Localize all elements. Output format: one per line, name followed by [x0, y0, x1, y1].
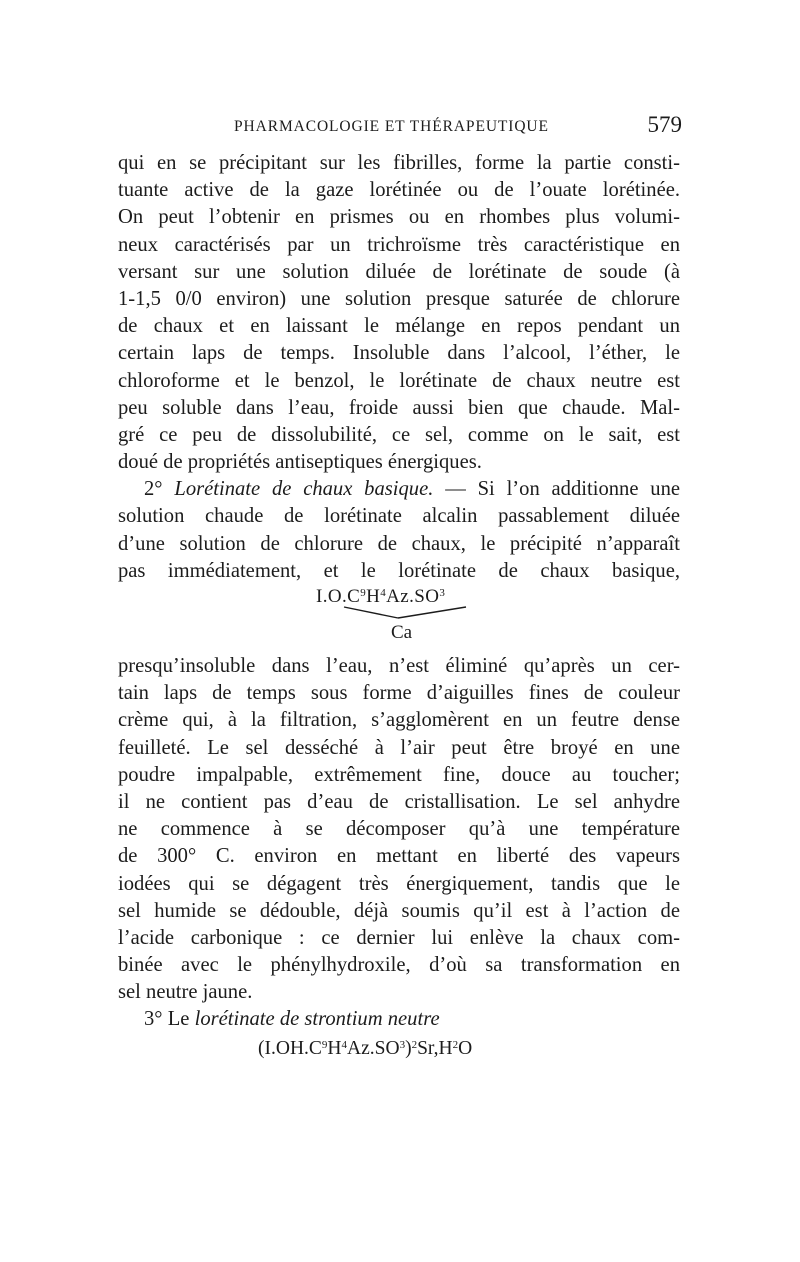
formula-text: Az.SO — [347, 1037, 400, 1059]
text-line: binée avec le phénylhydroxile, d’où sa transformation en — [118, 954, 680, 977]
formula-bond-lines — [342, 606, 472, 620]
formula-superscript: 3 — [399, 1038, 406, 1051]
formula-superscript: 9 — [321, 1038, 328, 1051]
text-line: peu soluble dans l’eau, froide aussi bien que chaude. Mal- — [118, 396, 680, 419]
section-2 — [118, 476, 680, 585]
text-line: chloroforme et le benzol, le lorétinate de chaux neutre est — [118, 369, 680, 392]
text-line: il ne contient pas d’eau de cristallisation. Le sel anhydre — [118, 790, 680, 813]
text-line: certain laps de temps. Insoluble dans l’alcool, l’éther, le — [118, 342, 680, 365]
section-2-first-line-rest: — Si l’on additionne une — [445, 478, 680, 501]
formula-superscript: 9 — [360, 587, 367, 599]
chemical-formula-basic-calcium — [118, 585, 680, 653]
text-line: ne commence à se décomposer qu’à une température — [118, 818, 680, 841]
text-line: gré ce peu de dissolubilité, ce sel, comme on le sait, est — [118, 423, 680, 446]
formula-text: ) — [405, 1037, 412, 1059]
text-line: tuante active de la gaze lorétinée ou de l’ouate lorétinée. — [118, 179, 680, 202]
page-header — [118, 112, 688, 146]
formula-calcium: Ca — [391, 622, 413, 643]
text-line: de chaux et en laissant le mélange en repos pendant un — [118, 315, 680, 338]
text-line: iodées qui se dégagent très énergiquement, tandis que le — [118, 872, 680, 895]
text-line: d’une solution de chlorure de chaux, le précipité n’apparaît — [118, 532, 680, 555]
formula-text: H — [327, 1037, 342, 1059]
text-line: qui en se précipitant sur les fibrilles, forme la partie consti- — [118, 152, 680, 174]
formula-text: Az.SO — [386, 586, 440, 607]
section-3-le: Le — [167, 1008, 190, 1031]
formula-superscript: 4 — [341, 1038, 348, 1051]
paragraph-1 — [118, 150, 680, 476]
text-line: 1-1,5 0/0 environ) une solution presque saturée de chlorure — [118, 287, 680, 310]
text-line: sel neutre jaune. — [118, 981, 253, 1004]
section-3 — [118, 1006, 680, 1063]
text-line: poudre impalpable, extrêmement fine, douce au toucher; — [118, 763, 680, 786]
text-line: l’acide carbonique : ce dernier lui enlève la chaux com- — [118, 926, 680, 949]
text-line: presqu’insoluble dans l’eau, n’est éliminé qu’après un cer- — [118, 655, 680, 677]
body-text — [118, 150, 680, 1064]
formula-text: O — [458, 1037, 473, 1059]
formula-text: H — [366, 586, 381, 607]
text-line: tain laps de temps sous forme d’aiguilles fines de couleur — [118, 682, 680, 705]
section-2-number: 2° — [144, 478, 163, 501]
formula-text: Sr,H — [417, 1037, 453, 1059]
text-line: de 300° C. environ en mettant en liberté des vapeurs — [118, 845, 680, 868]
formula-superscript: 2 — [452, 1038, 459, 1051]
section-2-heading-line — [118, 476, 680, 503]
text-line: pas immédiatement, et le lorétinate de chaux basique, — [118, 559, 680, 582]
section-3-heading-line — [118, 1006, 680, 1033]
text-line: versant sur une solution diluée de lorétinate de soude (à — [118, 260, 680, 283]
text-line: On peut l’obtenir en prismes ou en rhombes plus volumi- — [118, 206, 680, 229]
text-line: neux caractérisés par un trichroïsme très caractéristique en — [118, 233, 680, 256]
formula-superscript: 2 — [411, 1038, 418, 1051]
text-line: sel humide se dédouble, déjà soumis qu’il est à l’action de — [118, 899, 680, 922]
running-head: PHARMACOLOGIE ET THÉRAPEUTIQUE — [234, 118, 549, 135]
text-line: crème qui, à la filtration, s’agglomèrent en un feutre dense — [118, 709, 680, 732]
chemical-formula-strontium — [118, 1034, 680, 1064]
formula-superscript: 4 — [380, 587, 387, 599]
section-2-title: Lorétinate de chaux basique. — [174, 478, 434, 501]
page-number: 579 — [647, 112, 682, 137]
paragraph-3 — [118, 653, 680, 1006]
formula-text: (I.OH.C — [258, 1037, 322, 1059]
text-line: feuilleté. Le sel desséché à l’air peut être broyé en une — [118, 736, 680, 759]
formula-text: I.O.C — [316, 586, 361, 607]
section-3-number: 3° — [144, 1008, 163, 1031]
text-line: doué de propriétés antiseptiques énergiques. — [118, 451, 482, 474]
text-line: solution chaude de lorétinate alcalin passablement diluée — [118, 505, 680, 528]
section-3-title: lorétinate de strontium neutre — [194, 1008, 440, 1031]
formula-superscript: 3 — [439, 587, 446, 599]
